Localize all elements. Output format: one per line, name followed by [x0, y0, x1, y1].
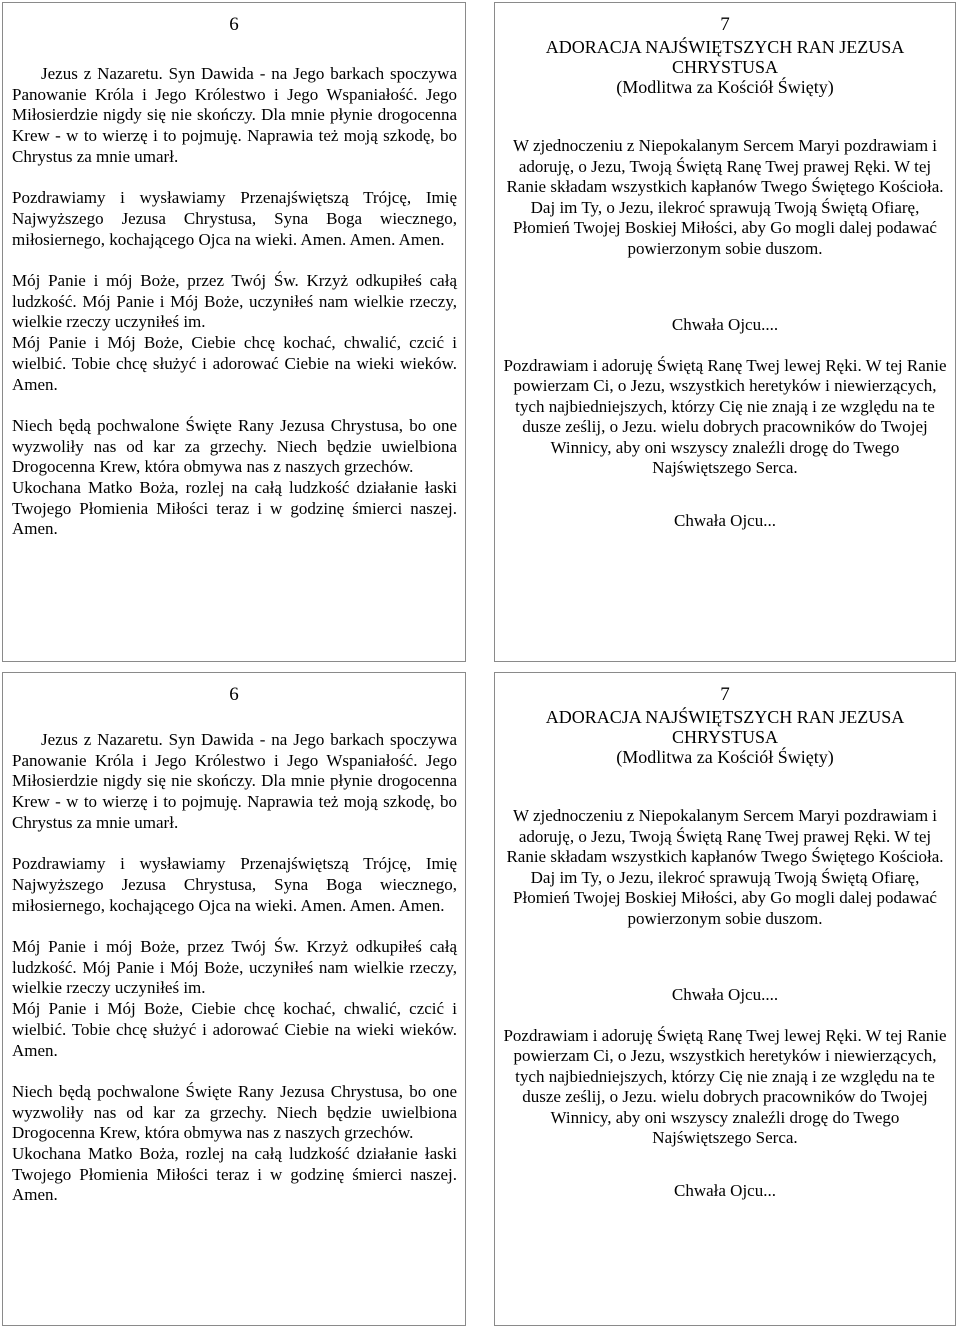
paragraph-swiete-rany: Niech będą pochwalone Święte Rany Jezusa Chrystusa, bo one wyzwoliły nas od kar za grzechy. Niech będzie uwielbiona Drogocenna Krew, która obmywa nas z naszych grzechów.: [12, 415, 457, 477]
page-7-bottom: [494, 672, 956, 1326]
prayer-subtitle: (Modlitwa za Kościół Święty): [616, 747, 834, 767]
paragraph-pozdrawiamy: Pozdrawiamy i wysławiamy Przenajświętszą Trójcę, Imię Najwyższego Jezusa Chrystusa, Syna Boga wiecznego, miłosiernego, kochającego Ojca na wieki. Amen. Amen. Amen.: [12, 188, 457, 249]
paragraph-zjednoczenie: W zjednoczeniu z Niepokalanym Sercem Maryi pozdrawiam i adoruję, o Jezu, Twoją Świętą Ranę Twej prawej Ręki. W tej Ranie składam wszystkich kapłanów Twego Świętego Kościoła. Daj im Ty, o Jezu, ilekroć sprawują Twoją Świętą Ofiarę, Płomień Twojej Boskiej Miłości, aby Go mogli dalej podawać powierzonym sobie duszom.: [506, 806, 944, 928]
paragraph-moj-panie-kochac: Mój Panie i Mój Boże, Ciebie chcę kochać, chwalić, czcić i wielbić. Tobie chcę służyć i adorować Ciebie na wieki wieków. Amen.: [12, 999, 457, 1060]
paragraph-lewa-reka: Pozdrawiam i adoruję Świętą Ranę Twej lewej Ręki. W tej Ranie powierzam Ci, o Jezu, wszystkich heretyków i niewierzących, tych najbiedniejszych, którzy Cię nie znają i ze względu na te dusze ześlij, o Jezu. wielu dobrych pracowników do Twojej Winnicy, aby oni wszyscy znaleźli drogę do Twego Najświętszego Serca.: [503, 355, 947, 477]
page-number: 6: [229, 684, 239, 705]
chwala-ojcu-1: Chwała Ojcu....: [671, 315, 779, 334]
paragraph-pozdrawiamy: Pozdrawiamy i wysławiamy Przenajświętszą Trójcę, Imię Najwyższego Jezusa Chrystusa, Syna Boga wiecznego, miłosiernego, kochającego Ojca na wieki. Amen. Amen. Amen.: [12, 854, 457, 915]
chwala-ojcu-2: Chwała Ojcu...: [674, 510, 776, 530]
page-number: 7: [720, 684, 730, 705]
prayer-title-line2: CHRYSTUSA: [671, 727, 779, 747]
page-7-text: [501, 707, 949, 1201]
chwala-ojcu-1: Chwała Ojcu....: [671, 985, 779, 1004]
paragraph-moj-panie-krzyz: Mój Panie i mój Boże, przez Twój Św. Krzyż odkupiłeś całą ludzkość. Mój Panie i Mój Boże, uczyniłeś nam wielkie rzeczy, wielkie rzeczy uczyniłeś im.: [12, 937, 457, 998]
page-6-text: [12, 730, 457, 1206]
paragraph-jezus-z-nazaretu: Jezus z Nazaretu. Syn Dawida - na Jego barkach spoczywa Panowanie Króla i Jego Królestwo i Jego Wspaniałość. Jego Miłosierdzie nigdy się nie skończy. Dla mnie płynie drogocenna Krew - w to wierzę i to pojmuję. Naprawia też moją szkodę, bo Chrystus za mnie umarł.: [12, 730, 457, 832]
paragraph-matko-boza: Ukochana Matko Boża, rozlej na całą ludzkość działanie łaski Twojego Płomienia Miłości teraz i w godzinę śmierci naszej. Amen.: [12, 1144, 457, 1205]
prayer-title-line1: ADORACJA NAJŚWIĘTSZYCH RAN JEZUSA: [545, 707, 905, 727]
page-number: 7: [720, 14, 730, 35]
paragraph-moj-panie-kochac: Mój Panie i Mój Boże, Ciebie chcę kochać, chwalić, czcić i wielbić. Tobie chcę służyć i adorować Ciebie na wieki wieków. Amen.: [12, 333, 457, 394]
paragraph-lewa-reka: Pozdrawiam i adoruję Świętą Ranę Twej lewej Ręki. W tej Ranie powierzam Ci, o Jezu, wszystkich heretyków i niewierzących, tych najbiedniejszych, którzy Cię nie znają i ze względu na te dusze ześlij, o Jezu. wielu dobrych pracowników do Twojej Winnicy, aby oni wszyscy znaleźli drogę do Twego Najświętszego Serca.: [503, 1025, 947, 1147]
prayer-title-line2: CHRYSTUSA: [671, 57, 779, 77]
page-6-text: [12, 64, 457, 540]
page-7-top: [494, 2, 956, 662]
paragraph-matko-boza: Ukochana Matko Boża, rozlej na całą ludzkość działanie łaski Twojego Płomienia Miłości teraz i w godzinę śmierci naszej. Amen.: [12, 478, 457, 539]
page-7-text: [501, 37, 949, 531]
chwala-ojcu-2: Chwała Ojcu...: [674, 1180, 776, 1200]
paragraph-swiete-rany: Niech będą pochwalone Święte Rany Jezusa Chrystusa, bo one wyzwoliły nas od kar za grzechy. Niech będzie uwielbiona Drogocenna Krew, która obmywa nas z naszych grzechów.: [12, 1081, 457, 1143]
paragraph-jezus-z-nazaretu: Jezus z Nazaretu. Syn Dawida - na Jego barkach spoczywa Panowanie Króla i Jego Królestwo i Jego Wspaniałość. Jego Miłosierdzie nigdy się nie skończy. Dla mnie płynie drogocenna Krew - w to wierzę i to pojmuję. Naprawia też moją szkodę, bo Chrystus za mnie umarł.: [12, 64, 457, 166]
prayer-subtitle: (Modlitwa za Kościół Święty): [616, 77, 834, 97]
prayer-title-line1: ADORACJA NAJŚWIĘTSZYCH RAN JEZUSA: [545, 37, 905, 57]
page-6-top: [2, 2, 466, 662]
paragraph-zjednoczenie: W zjednoczeniu z Niepokalanym Sercem Maryi pozdrawiam i adoruję, o Jezu, Twoją Świętą Ranę Twej prawej Ręki. W tej Ranie składam wszystkich kapłanów Twego Świętego Kościoła. Daj im Ty, o Jezu, ilekroć sprawują Twoją Świętą Ofiarę, Płomień Twojej Boskiej Miłości, aby Go mogli dalej podawać powierzonym sobie duszom.: [506, 136, 944, 258]
paragraph-moj-panie-krzyz: Mój Panie i mój Boże, przez Twój Św. Krzyż odkupiłeś całą ludzkość. Mój Panie i Mój Boże, uczyniłeś nam wielkie rzeczy, wielkie rzeczy uczyniłeś im.: [12, 271, 457, 332]
page-number: 6: [229, 14, 239, 35]
page-6-bottom: [2, 672, 466, 1326]
